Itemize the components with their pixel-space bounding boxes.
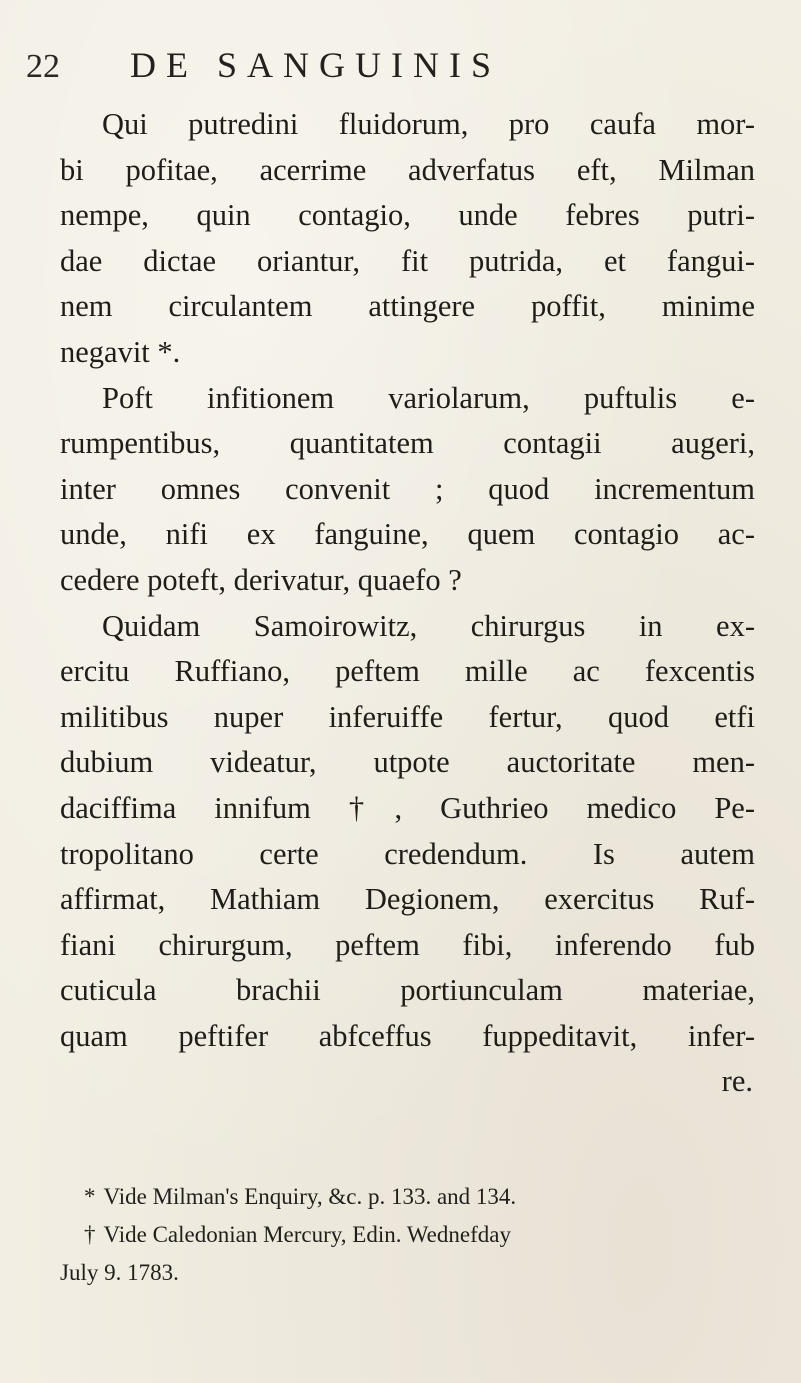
running-head: DE SANGUINIS (130, 45, 501, 85)
text-line: affirmat, Mathiam Degionem, exercitus Ruf- (60, 882, 755, 917)
text-line: cedere poteft, derivatur, quaefo ? (60, 562, 462, 597)
text-line: Poft infitionem variolarum, puftulis e- (102, 380, 755, 415)
text-line: negavit *. (60, 334, 181, 369)
text-line: Qui putredini fluidorum, pro caufa mor- (102, 107, 755, 141)
text-line: cuticula brachii portiunculam materiae, (60, 973, 755, 1008)
text-line: dae dictae oriantur, fit putrida, et fangui- (60, 243, 755, 278)
body-text (60, 102, 755, 1105)
text-line: tropolitano certe credendum. Is autem (60, 836, 755, 871)
text-line: rumpentibus, quantitatem contagii augeri, (60, 426, 755, 461)
text-line: daciffima innifum †, Guthrieo medico Pe- (60, 790, 755, 825)
text-line: fiani chirurgum, peftem fibi, inferendo fub (60, 927, 755, 962)
footnote-continuation: July 9. 1783. (60, 1260, 179, 1285)
text-line: ercitu Ruffiano, peftem mille ac fexcentis (60, 654, 755, 689)
text-line: nempe, quin contagio, unde febres putri- (60, 198, 755, 233)
text-line: inter omnes convenit ; quod incrementum (60, 471, 755, 506)
text-line: bi pofitae, acerrime adverfatus eft, Milman (60, 152, 755, 187)
text-line: quam peftifer abfceffus fuppeditavit, infer- (60, 1018, 755, 1053)
text-line: nem circulantem attingere poffit, minime (60, 289, 755, 324)
text-line: Quidam Samoirowitz, chirurgus in ex- (102, 608, 755, 643)
footnote (60, 1216, 760, 1254)
footnote (60, 1178, 760, 1216)
text-line: dubium videatur, utpote auctoritate men- (60, 745, 755, 780)
footnotes (60, 1178, 760, 1292)
text-line: re. (721, 1064, 753, 1099)
footnote-mark: † (84, 1222, 96, 1247)
text-line: unde, nifi ex fanguine, quem contagio ac- (60, 517, 755, 552)
footnote-text: Vide Caledonian Mercury, Edin. Wednefday (103, 1222, 511, 1247)
text-line: militibus nuper inferuiffe fertur, quod etfi (60, 699, 755, 734)
footnote-mark: * (84, 1184, 96, 1209)
page-header (26, 44, 501, 84)
page-number: 22 (26, 48, 60, 85)
footnote-text: Vide Milman's Enquiry, &c. p. 133. and 134. (103, 1184, 517, 1209)
